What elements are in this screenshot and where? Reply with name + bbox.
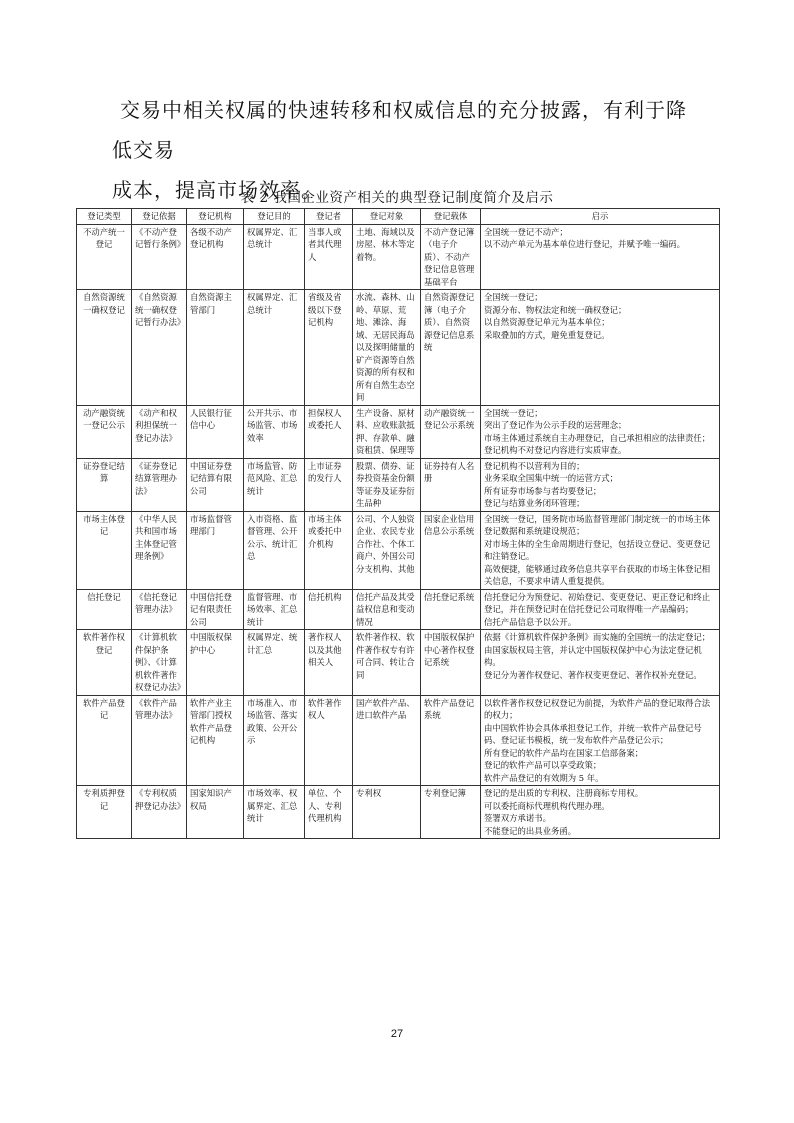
cell-basis: 《不动产登记暂行条例》 — [132, 224, 187, 290]
insight-line: 业务采取全国集中统一的运营方式； — [484, 473, 618, 483]
cell-carrier: 国家企业信用信息公示系统 — [421, 511, 481, 589]
table-row — [77, 405, 720, 458]
cell-insights — [481, 458, 720, 511]
insight-line: 以不动产单元为基本单位进行登记，并赋予唯一编码。 — [484, 239, 685, 249]
cell-type: 软件著作权登记 — [77, 630, 132, 696]
header-registrant: 登记者 — [305, 209, 353, 225]
insight-line: 所有登记的软件产品均在国家工信部备案； — [484, 747, 644, 758]
cell-purpose: 权属界定、汇总统计 — [244, 224, 305, 290]
cell-carrier: 中国版权保护中心著作权登记系统 — [421, 630, 481, 696]
cell-insights — [481, 511, 720, 589]
registration-table — [76, 208, 720, 839]
insight-line: 全国统一登记； — [484, 292, 543, 302]
insight-line: 所有证券市场参与者均要登记； — [484, 485, 602, 496]
insight-line: 登记机构不以营利为目的； — [484, 460, 585, 471]
insight-line: 登记与结算业务闭环管理； — [484, 498, 585, 508]
page-number: 27 — [390, 1028, 404, 1040]
cell-carrier: 自然资源登记簿（电子介质）、自然资源登记信息系统 — [421, 290, 481, 406]
insight-line: 不能登记的出具业务函。 — [484, 825, 577, 836]
cell-carrier: 不动产登记簿（电子介质）、不动产登记信息管理基础平台 — [421, 224, 481, 290]
table-row — [77, 786, 720, 839]
insight-line: 登记的软件产品可以享受政策； — [484, 760, 602, 770]
cell-org: 国家知识产权局 — [187, 786, 244, 839]
insight-line: 以自然资源登记单元为基本单位； — [484, 317, 610, 327]
cell-basis: 《中华人民共和国市场主体登记管理条例》 — [132, 511, 187, 589]
cell-org: 中国信托登记有限责任公司 — [187, 589, 244, 630]
cell-carrier: 软件产品登记系统 — [421, 695, 481, 786]
insight-line: 全国统一登记不动产； — [484, 226, 568, 237]
cell-type: 专利质押登记 — [77, 786, 132, 839]
insight-line: 由国家版权局主管，并认定中国版权保护中心为法定登记机构。 — [484, 644, 702, 667]
cell-registrant: 信托机构 — [305, 589, 353, 630]
cell-basis: 《动产和权利担保统一登记办法》 — [132, 405, 187, 458]
cell-type: 市场主体登记 — [77, 511, 132, 589]
cell-purpose: 监督管理、市场效率、汇总统计 — [244, 589, 305, 630]
cell-registrant: 著作权人以及其他相关人 — [305, 630, 353, 696]
cell-org: 中国版权保护中心 — [187, 630, 244, 696]
cell-object: 土地、海域以及房屋、林木等定着物。 — [353, 224, 421, 290]
cell-carrier: 证券持有人名册 — [421, 458, 481, 511]
insight-line: 软件产品登记的有效期为 5 年。 — [484, 772, 604, 783]
intro-line-2: 成本，提高市场效率。 — [112, 178, 322, 202]
cell-org: 各级不动产登记机构 — [187, 224, 244, 290]
cell-basis: 《自然资源统一确权登记暂行办法》 — [132, 290, 187, 406]
insight-line: 全国统一登记； — [484, 407, 543, 418]
header-org: 登记机构 — [187, 209, 244, 225]
cell-purpose: 市场监管、防范风险、汇总统计 — [244, 458, 305, 511]
header-insights: 启示 — [481, 209, 720, 225]
cell-basis: 《信托登记管理办法》 — [132, 589, 187, 630]
intro-line-1: 交易中相关权属的快速转移和权威信息的充分披露，有利于降低交易 — [112, 98, 687, 162]
cell-insights — [481, 405, 720, 458]
cell-insights — [481, 786, 720, 839]
insight-line: 全国统一登记，国务院市场监督管理部门制定统一的市场主体登记数据和系统建设规范； — [484, 513, 711, 536]
cell-object: 股票、债券、证券投资基金份额等证券及证券衍生品种 — [353, 458, 421, 511]
cell-insights — [481, 290, 720, 406]
insight-line: 采取叠加的方式，避免重复登记。 — [484, 329, 610, 340]
cell-registrant: 市场主体或委托中介机构 — [305, 511, 353, 589]
cell-purpose: 权属界定、汇总统计 — [244, 290, 305, 406]
cell-insights — [481, 630, 720, 696]
cell-basis: 《软件产品管理办法》 — [132, 695, 187, 786]
insight-line: 登记的是出质的专利权、注册商标专用权。 — [484, 788, 644, 798]
table-row — [77, 589, 720, 630]
cell-insights — [481, 224, 720, 290]
cell-registrant: 省级及省级以下登记机构 — [305, 290, 353, 406]
cell-registrant: 当事人或者其代理人 — [305, 224, 353, 290]
cell-insights — [481, 589, 720, 630]
insight-line: 登记分为著作权登记、著作权变更登记、著作权补充登记。 — [484, 669, 702, 680]
insight-line: 突出了登记作为公示手段的运营理念； — [484, 420, 627, 430]
cell-object: 生产设备、原材料、应收账款抵押、存款单、融资租赁、保理等 — [353, 405, 421, 458]
table-row — [77, 290, 720, 406]
header-object: 登记对象 — [353, 209, 421, 225]
cell-object: 专利权 — [353, 786, 421, 839]
insight-line: 可以委托商标代理机构代理办理。 — [484, 800, 610, 811]
cell-object: 软件著作权、软件著作权专有许可合同、转让合同 — [353, 630, 421, 696]
cell-type: 信托登记 — [77, 589, 132, 630]
cell-registrant: 软件著作权人 — [305, 695, 353, 786]
insight-line: 资源分布、物权法定和统一确权登记； — [484, 304, 627, 315]
insight-line: 对市场主体的全生命周期进行登记，包括设立登记、变更登记和注销登记。 — [484, 538, 711, 561]
insight-line: 依据《计算机软件保护条例》而实施的全国统一的法定登记； — [484, 632, 711, 642]
cell-org: 人民银行征信中心 — [187, 405, 244, 458]
cell-type: 软件产品登记 — [77, 695, 132, 786]
cell-basis: 《证券登记结算管理办法》 — [132, 458, 187, 511]
table-row — [77, 458, 720, 511]
cell-basis: 《计算机软件保护条例》、《计算机软件著作权登记办法》 — [132, 630, 187, 696]
cell-object: 国产软件产品、进口软件产品 — [353, 695, 421, 786]
cell-purpose: 权属界定、统计汇总 — [244, 630, 305, 696]
insight-line: 信托产品信息予以公开。 — [484, 616, 577, 627]
header-purpose: 登记目的 — [244, 209, 305, 225]
insight-line: 信托登记分为预登记、初始登记、变更登记、更正登记和终止登记，并在预登记时在信托登记公司取得唯一产品编码； — [484, 591, 711, 614]
cell-registrant: 上市证券的发行人 — [305, 458, 353, 511]
table-row — [77, 511, 720, 589]
insight-line: 高效便捷，能够通过政务信息共享平台获取的市场主体登记相关信息，不要求申请人重复提供。 — [484, 563, 711, 586]
cell-purpose: 入市资格、监督管理、公开公示、统计汇总 — [244, 511, 305, 589]
insight-line: 由中国软件协会具体承担登记工作，并统一软件产品登记号码、登记证书模板，统一发布软件产品登记公示； — [484, 722, 702, 745]
insight-line: 以软件著作权登记权登记为前提，为软件产品的登记取得合法的权力； — [484, 697, 711, 720]
header-carrier: 登记载体 — [421, 209, 481, 225]
cell-org: 软件产业主管部门授权软件产品登记机构 — [187, 695, 244, 786]
header-type: 登记类型 — [77, 209, 132, 225]
cell-org: 自然资源主管部门 — [187, 290, 244, 406]
cell-carrier: 动产融资统一登记公示系统 — [421, 405, 481, 458]
table-caption: 表 2 我国企业资产相关的典型登记制度简介及启示 — [240, 190, 554, 206]
cell-type: 自然资源统一确权登记 — [77, 290, 132, 406]
cell-org: 市场监督管理部门 — [187, 511, 244, 589]
cell-insights — [481, 695, 720, 786]
cell-type: 不动产统一登记 — [77, 224, 132, 290]
cell-purpose: 市场准入、市场监管、落实政策、公开公示 — [244, 695, 305, 786]
cell-type: 动产融资统一登记公示 — [77, 405, 132, 458]
cell-object: 水流、森林、山岭、草原、荒地、滩涂、海域、无居民海岛以及探明储量的矿产资源等自然资源的所有权和所有自然生态空间 — [353, 290, 421, 406]
table-row — [77, 224, 720, 290]
table-row — [77, 695, 720, 786]
cell-org: 中国证券登记结算有限公司 — [187, 458, 244, 511]
cell-type: 证券登记结算 — [77, 458, 132, 511]
insight-line: 签署双方承诺书。 — [484, 813, 551, 823]
cell-registrant: 担保权人或委托人 — [305, 405, 353, 458]
insight-line: 登记机构不对登记内容进行实质审查。 — [484, 445, 627, 455]
table-row — [77, 630, 720, 696]
cell-purpose: 公开共示、市场监管、市场效率 — [244, 405, 305, 458]
header-basis: 登记依据 — [132, 209, 187, 225]
cell-basis: 《专利权质押登记办法》 — [132, 786, 187, 839]
cell-carrier: 信托登记系统 — [421, 589, 481, 630]
cell-purpose: 市场效率、权属界定、汇总统计 — [244, 786, 305, 839]
cell-registrant: 单位、个人、专利代理机构 — [305, 786, 353, 839]
insight-line: 市场主体通过系统自主办理登记，自己承担相应的法律责任； — [484, 432, 711, 443]
cell-object: 公司、个人独资企业、农民专业合作社、个体工商户、外国公司分支机构、其他 — [353, 511, 421, 589]
cell-object: 信托产品及其受益权信息和变动情况 — [353, 589, 421, 630]
table-header-row — [77, 209, 720, 225]
cell-carrier: 专利登记簿 — [421, 786, 481, 839]
